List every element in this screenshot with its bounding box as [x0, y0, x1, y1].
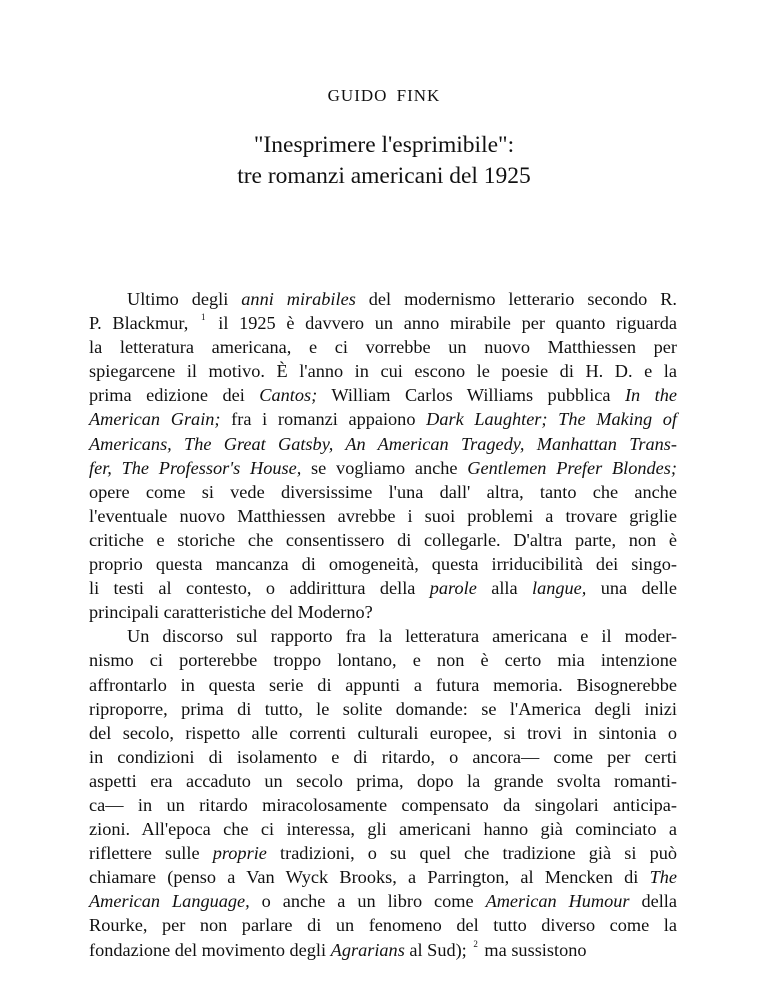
text-line: Rourke, per non parlare di un fenomeno del tutto diverso come la: [89, 915, 677, 936]
text-line: zioni. All'epoca che ci interessa, gli americani hanno già cominciato a: [89, 819, 677, 840]
text-line: del secolo, rispetto alle correnti culturali europee, si trovi in sintonia o: [89, 722, 677, 743]
text-line: proprio questa mancanza di omogeneità, questa irriducibilità dei singo-: [89, 554, 677, 575]
italic-text: American Language,: [89, 891, 250, 912]
italic-text: The: [649, 867, 677, 888]
text-line: fondazione del movimento degli Agrarians al Sud); $^2$ ma sussistono: [89, 938, 587, 960]
text-line: opere come si vede diversissime l'una dall' altra, tanto che anche: [89, 481, 677, 502]
text-line: principali caratteristiche del Moderno?: [89, 602, 373, 623]
italic-text: langue,: [531, 578, 587, 599]
italic-text: proprie: [212, 843, 267, 864]
italic-text: Americans, The Great Gatsby, An American Tragedy, Manhattan Trans-: [89, 433, 677, 454]
text-line: fer, The Professor's House, se vogliamo anche Gentlemen Prefer Blondes;: [89, 457, 677, 478]
italic-text: fer, The Professor's House,: [89, 457, 302, 478]
italic-text: anni mirabiles: [241, 289, 356, 309]
body-text: [89, 287, 677, 962]
text-line: P. Blackmur, $^1$ il 1925 è davvero un anno mirabile per quanto riguarda: [89, 312, 677, 334]
text-line: spiegarcene il motivo. È l'anno in cui escono le poesie di H. D. e la: [89, 361, 677, 382]
text-line: in condizioni di isolamento e di ritardo, o ancora— come per certi: [89, 746, 677, 767]
text-line: chiamare (penso a Van Wyck Brooks, a Parrington, al Mencken di The: [89, 867, 677, 888]
text-line: [89, 432, 677, 456]
text-line: la letteratura americana, e ci vorrebbe un nuovo Matthiessen per: [89, 337, 677, 358]
text-line: critiche e storiche che consentissero di collegarle. D'altra parte, non è: [89, 529, 677, 550]
footnote-marker: 1: [201, 312, 206, 323]
text-line: ca— in un ritardo miracolosamente compensato da singolari anticipa-: [89, 794, 677, 815]
article-title: [0, 130, 768, 192]
text-line: riproporre, prima di tutto, le solite domande: se l'America degli inizi: [89, 698, 677, 719]
italic-text: American Grain;: [89, 409, 221, 430]
text-line: American Grain; fra i romanzi appaiono Dark Laughter; The Making of: [89, 409, 677, 430]
italic-text: Dark Laughter; The Making of: [426, 409, 677, 430]
title-line-1: "Inesprimere l'esprimibile":: [253, 132, 515, 158]
paragraph: [89, 287, 677, 624]
italic-text: Gentlemen Prefer Blondes;: [467, 457, 677, 478]
author-name: GUIDO FINK: [327, 86, 441, 105]
paragraph: [89, 624, 677, 961]
italic-text: Cantos;: [259, 385, 318, 406]
text-line: l'eventuale nuovo Matthiessen avrebbe i suoi problemi a trovare griglie: [89, 505, 677, 526]
text-line: riflettere sulle proprie tradizioni, o su quel che tradizione già si può: [89, 843, 677, 864]
text-line: Un discorso sul rapporto fra la letteratura americana e il moder-: [127, 626, 677, 647]
text-line: American Language, o anche a un libro come American Humour della: [89, 891, 677, 912]
title-line-2: tre romanzi americani del 1925: [237, 163, 531, 189]
italic-text: In the: [624, 385, 677, 406]
italic-text: parole: [429, 578, 477, 599]
text-line: aspetti era accaduto un secolo prima, dopo la grande svolta romanti-: [89, 770, 677, 791]
text-line: nismo ci porterebbe troppo lontano, e non è certo mia intenzione: [89, 650, 677, 671]
footnote-marker: 2: [473, 938, 478, 949]
text-line: affrontarlo in questa serie di appunti a futura memoria. Bisognerebbe: [89, 674, 677, 695]
text-line: Ultimo degli anni mirabiles del modernismo letterario secondo R.: [127, 289, 677, 309]
text-line: prima edizione dei Cantos; William Carlos Williams pubblica In the: [89, 385, 677, 406]
italic-text: American Humour: [485, 891, 630, 912]
text-line: li testi al contesto, o addirittura della parole alla langue, una delle: [89, 578, 677, 599]
italic-text: Agrarians: [330, 939, 405, 960]
